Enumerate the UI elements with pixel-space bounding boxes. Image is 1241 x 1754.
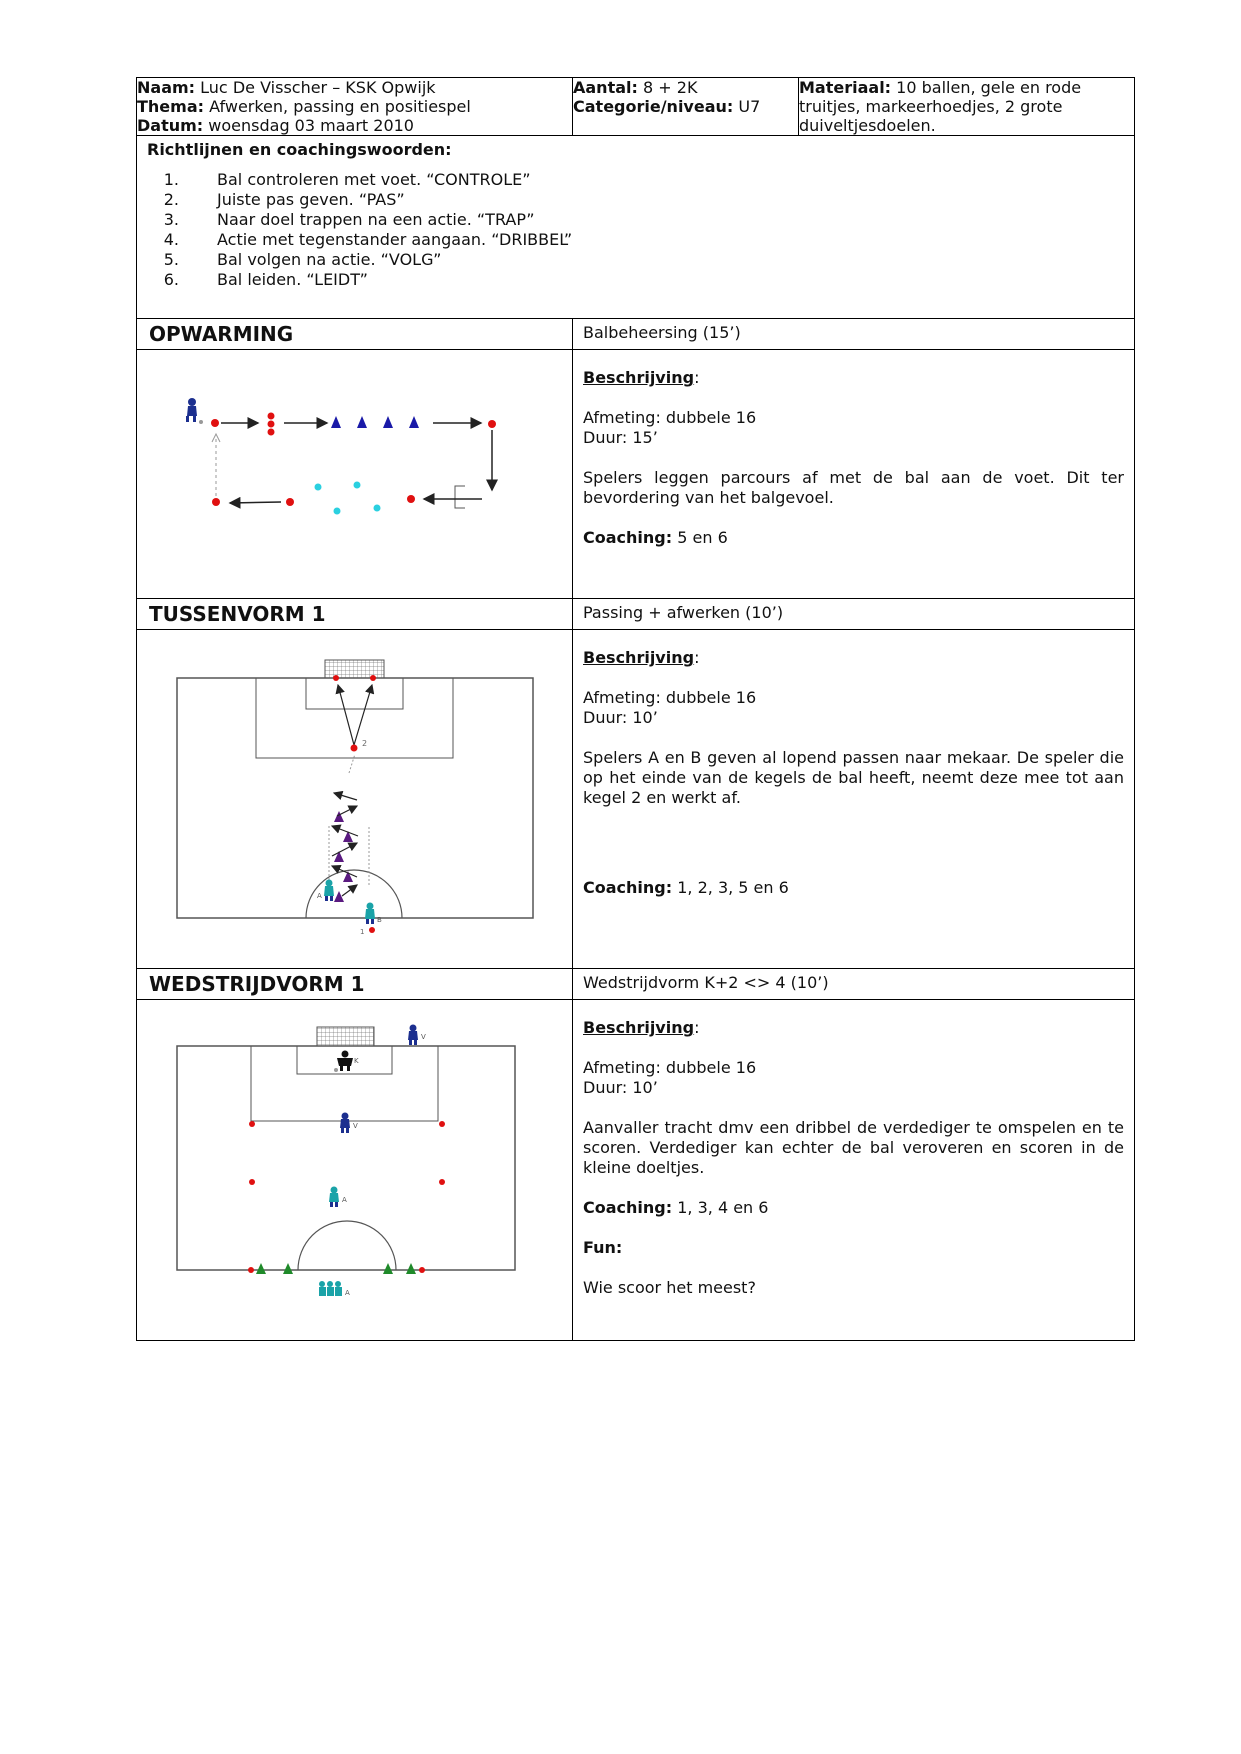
section-subtitle: Wedstrijdvorm K+2 <> 4 (10’): [573, 969, 1135, 1000]
description-colon: :: [694, 648, 700, 667]
guideline-text: Bal controleren met voet. “CONTROLE”: [217, 170, 531, 189]
guideline-item: [147, 170, 1124, 190]
arrow-icon: [342, 885, 357, 896]
guideline-number: 6.: [163, 270, 179, 289]
datum-label: Datum:: [137, 116, 204, 135]
section-header-row: [137, 969, 1135, 1000]
duur-text: Duur: 10’: [583, 708, 658, 727]
afmeting-text: Afmeting: dubbele 16: [583, 1058, 757, 1077]
thema-label: Thema:: [137, 97, 205, 116]
section-title: WEDSTRIJDVORM 1: [137, 969, 573, 1000]
cone-red-marker: [249, 1179, 255, 1185]
attacker-label: A: [342, 1196, 347, 1204]
cone-red-marker: [248, 1267, 254, 1273]
guideline-number: 5.: [163, 250, 179, 269]
section-title: TUSSENVORM 1: [137, 599, 573, 630]
defender-icon: [340, 1113, 350, 1134]
cyan-dot-marker: [334, 508, 341, 515]
defender-label: V: [421, 1033, 426, 1041]
coaching-label: Coaching:: [583, 1198, 673, 1217]
arrow-icon: [338, 685, 354, 745]
guideline-item: [147, 230, 1124, 250]
categorie-value: U7: [738, 97, 761, 116]
player-b-icon: [365, 903, 375, 925]
arrow-icon: [332, 843, 357, 856]
cone-blue-icon: [357, 416, 367, 428]
header-middle-cell: [573, 78, 799, 136]
waiting-players-icon: [319, 1281, 342, 1296]
cone-red-marker: [439, 1121, 445, 1127]
fun-text: Wie scoor het meest?: [583, 1278, 756, 1297]
description-colon: :: [694, 1018, 700, 1037]
match-description-cell: [573, 1000, 1135, 1341]
cyan-dot-marker: [315, 484, 322, 491]
ball-marker: [369, 927, 375, 933]
materiaal-value: 10 ballen, gele en rode truitjes, markeerhoedjes, 2 grote duiveltjesdoelen.: [799, 78, 1082, 135]
goal-area: [306, 678, 403, 709]
cone-red-marker: [268, 413, 275, 420]
section-subtitle: Balbeheersing (15’): [573, 319, 1135, 350]
datum-value: woensdag 03 maart 2010: [208, 116, 414, 135]
guideline-item: [147, 250, 1124, 270]
match-diagram-cell: [137, 1000, 573, 1341]
guideline-text: Actie met tegenstander aangaan. “DRIBBEL”: [217, 230, 573, 249]
match-diagram: [137, 1000, 573, 1336]
guideline-item: [147, 270, 1124, 290]
aantal-value: 8 + 2K: [643, 78, 698, 97]
warmup-diagram: [137, 350, 573, 594]
attacker-label: A: [345, 1289, 350, 1297]
attacker-icon: [329, 1187, 339, 1208]
header-row: [137, 78, 1135, 136]
dashed-path-line: [349, 754, 355, 773]
description-heading: Beschrijving: [583, 1018, 695, 1037]
passing-diagram-cell: [137, 630, 573, 969]
cone-purple-icon: [334, 891, 344, 902]
cone-red-marker: [286, 498, 294, 506]
aantal-label: Aantal:: [573, 78, 638, 97]
cone-2-label: 2: [362, 739, 368, 748]
cone-green-icon: [406, 1263, 416, 1274]
cone-blue-icon: [409, 416, 419, 428]
guideline-number: 3.: [163, 210, 179, 229]
header-right-cell: [799, 78, 1135, 136]
pitch-outline: [177, 678, 533, 918]
post-marker: [333, 675, 339, 681]
section-subtitle: Passing + afwerken (10’): [573, 599, 1135, 630]
afmeting-text: Afmeting: dubbele 16: [583, 688, 757, 707]
cone-blue-icon: [383, 416, 393, 428]
coaching-label: Coaching:: [583, 528, 673, 547]
duur-text: Duur: 15’: [583, 428, 658, 447]
description-text: Spelers A en B geven al lopend passen naar mekaar. De speler die op het einde van de kegels de bal heeft, neemt deze mee tot aan kegel 2 en werkt af.: [583, 748, 1124, 807]
arrow-icon: [354, 685, 372, 745]
session-sheet: [136, 77, 1134, 1341]
session-table: [136, 77, 1135, 1341]
cone-red-marker: [211, 419, 219, 427]
arrow-icon: [337, 806, 357, 816]
guideline-text: Juiste pas geven. “PAS”: [217, 190, 405, 209]
cone-red-marker: [407, 495, 415, 503]
defender-icon: [408, 1025, 418, 1046]
fun-label: Fun:: [583, 1238, 623, 1257]
small-goal-icon: [455, 486, 465, 508]
cone-green-icon: [256, 1263, 266, 1274]
naam-value: Luc De Visscher – KSK Opwijk: [200, 78, 436, 97]
duur-text: Duur: 10’: [583, 1078, 658, 1097]
cone-red-marker: [249, 1121, 255, 1127]
passing-diagram: [137, 630, 573, 964]
coaching-value: 1, 2, 3, 5 en 6: [677, 878, 789, 897]
cyan-dot-marker: [374, 505, 381, 512]
section-header-row: [137, 599, 1135, 630]
goal-net-icon: [325, 660, 384, 678]
coaching-label: Coaching:: [583, 878, 673, 897]
guideline-number: 2.: [163, 190, 179, 209]
cone-1-label: 1: [360, 928, 365, 936]
pitch-outline: [177, 1046, 515, 1270]
cone-red-marker: [268, 421, 275, 428]
cone-red-marker: [268, 429, 275, 436]
coaching-value: 1, 3, 4 en 6: [677, 1198, 769, 1217]
guideline-item: [147, 190, 1124, 210]
guideline-text: Naar doel trappen na een actie. “TRAP”: [217, 210, 535, 229]
guideline-text: Bal volgen na actie. “VOLG”: [217, 250, 442, 269]
coaching-value: 5 en 6: [677, 528, 728, 547]
guideline-text: Bal leiden. “LEIDT”: [217, 270, 368, 289]
post-marker: [370, 675, 376, 681]
section-body-row: [137, 350, 1135, 599]
categorie-label: Categorie/niveau:: [573, 97, 734, 116]
arrow-icon: [230, 502, 281, 503]
afmeting-text: Afmeting: dubbele 16: [583, 408, 757, 427]
goal-net-icon: [317, 1027, 374, 1046]
goalkeeper-icon: [337, 1051, 353, 1072]
cone-red-marker: [439, 1179, 445, 1185]
description-heading: Beschrijving: [583, 648, 695, 667]
guidelines-title: Richtlijnen en coachingswoorden:: [147, 140, 452, 159]
cone-green-icon: [383, 1263, 393, 1274]
keeper-label: K: [354, 1057, 359, 1065]
warmup-diagram-cell: [137, 350, 573, 599]
arrow-icon: [332, 826, 358, 836]
guideline-item: [147, 210, 1124, 230]
cone-blue-icon: [331, 416, 341, 428]
description-text: Aanvaller tracht dmv een dribbel de verdediger te omspelen en te scoren. Verdediger kan echter de bal veroveren en scoren in de kleine doeltjes.: [583, 1118, 1124, 1177]
center-arc: [298, 1221, 396, 1270]
arrow-icon: [332, 866, 357, 877]
cone-red-marker: [212, 498, 220, 506]
section-title: OPWARMING: [137, 319, 573, 350]
cone-red-marker: [488, 420, 496, 428]
warmup-description-cell: [573, 350, 1135, 599]
defender-label: V: [353, 1122, 358, 1130]
cyan-dot-marker: [354, 482, 361, 489]
player-icon: [186, 398, 203, 424]
player-a-label: A: [317, 892, 322, 900]
header-left-cell: [137, 78, 573, 136]
arrow-icon: [334, 793, 357, 800]
cone-green-icon: [283, 1263, 293, 1274]
cone-2-marker: [351, 745, 358, 752]
materiaal-label: Materiaal:: [799, 78, 892, 97]
description-text: Spelers leggen parcours af met de bal aan de voet. Dit ter bevordering van het balgevoel.: [583, 468, 1124, 507]
player-b-label: B: [377, 916, 382, 924]
description-colon: :: [694, 368, 700, 387]
guideline-number: 1.: [163, 170, 179, 189]
thema-value: Afwerken, passing en positiespel: [209, 97, 471, 116]
guidelines-list: [147, 170, 1124, 290]
section-header-row: [137, 319, 1135, 350]
cone-red-marker: [419, 1267, 425, 1273]
section-body-row: [137, 630, 1135, 969]
guideline-number: 4.: [163, 230, 179, 249]
guidelines-row: [137, 136, 1135, 319]
guidelines-cell: [137, 136, 1135, 319]
passing-description-cell: [573, 630, 1135, 969]
ball-marker: [334, 1068, 338, 1072]
section-body-row: [137, 1000, 1135, 1341]
player-a-icon: [324, 880, 334, 902]
description-heading: Beschrijving: [583, 368, 695, 387]
naam-label: Naam:: [137, 78, 196, 97]
